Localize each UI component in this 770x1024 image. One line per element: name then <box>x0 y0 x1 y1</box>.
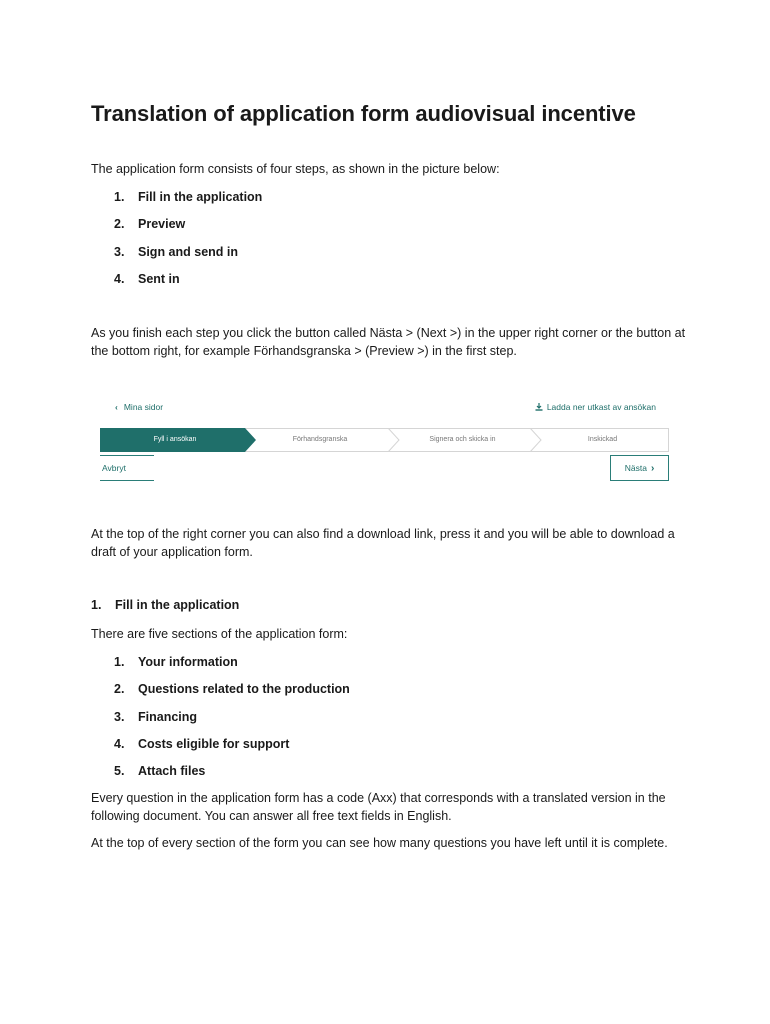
code-paragraph: Every question in the application form has a code (Axx) that corresponds with a translated version in the following document. You can answer all free text fields in English. <box>91 791 666 823</box>
list-item: 5. Attach files <box>114 764 206 779</box>
list-item: 1. Fill in the application <box>114 190 263 204</box>
download-icon <box>535 403 543 411</box>
step-preview: Förhandsgranska <box>292 436 348 443</box>
step-fill-in: Fyll i ansökan <box>153 436 197 443</box>
intro-paragraph: The application form consists of four steps, as shown in the picture below: <box>91 162 500 176</box>
chevron-right-icon: › <box>650 463 655 474</box>
next-button-paragraph: As you finish each step you click the button called Nästa > (Next >) in the upper right corner or the button at the bottom right, for example Förhandsgranska > (Preview >) in the first step. <box>91 326 686 358</box>
list-item: 2. Questions related to the production <box>114 682 350 697</box>
cancel-button: Avbryt <box>100 455 154 481</box>
steps-list <box>114 188 262 297</box>
section-intro-paragraph: There are five sections of the application form: <box>91 627 348 641</box>
download-link: Ladda ner utkast av ansökan <box>535 402 656 412</box>
list-item: 1. Your information <box>114 655 238 669</box>
list-item: 4. Costs eligible for support <box>114 736 290 751</box>
sections-list <box>114 653 350 789</box>
step-sent: Inskickad <box>587 436 618 443</box>
chevron-left-icon: ‹ <box>115 402 118 412</box>
step-progress-bar <box>100 428 670 452</box>
section-heading: 1. Fill in the application <box>91 598 240 612</box>
list-item: 3. Financing <box>114 709 198 724</box>
list-item: 3. Sign and send in <box>114 244 239 259</box>
step-sign: Signera och skicka in <box>429 436 496 443</box>
form-screenshot <box>100 396 670 484</box>
back-link: ‹ Mina sidor <box>115 402 164 412</box>
document-title: Translation of application form audiovisual incentive <box>91 101 636 126</box>
list-item: 2. Preview <box>114 217 186 232</box>
download-paragraph: At the top of the right corner you can also find a download link, press it and you will be able to download a draft of your application form. <box>91 527 675 559</box>
progress-paragraph: At the top of every section of the form you can see how many questions you have left until it is complete. <box>91 836 668 850</box>
next-button: Nästa › <box>610 455 669 481</box>
list-item: 4. Sent in <box>114 271 180 286</box>
